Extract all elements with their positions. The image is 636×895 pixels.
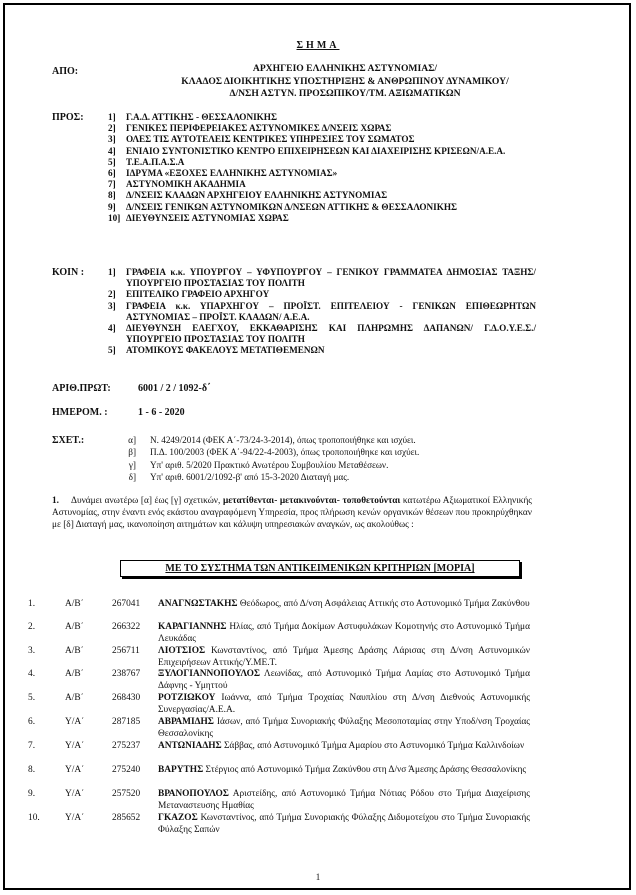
koin-item-text: ΓΡΑΦΕΙΑ κ.κ. ΥΠΑΡΧΗΓΟΥ – ΠΡΟΪΣΤ. ΕΠΙΤΕΛΕΙΟΥ - ΓΕΝΙΚΩΝ ΕΠΙΘΕΩΡΗΤΩΝ ΑΣΤΥΝΟΜΙΑΣ – ΠΡΟΪΣΤ. ΚΛΑΔΩΝ/ Α.Ε.Α. [126,300,536,322]
sxet-item-text: Υπ' αριθ. 6001/2/1092-β' από 15-3-2020 Διαταγή μας. [150,471,350,482]
row-surname: ΒΑΡΥΤΗΣ [158,765,204,775]
pros-item-text: ΕΝΙΑΙΟ ΣΥΝΤΟΝΙΣΤΙΚΟ ΚΕΝΤΡΟ ΕΠΙΧΕΙΡΗΣΕΩΝ ΚΑΙ ΔΙΑΧΕΙΡΙΣΗΣ ΚΡΙΣΕΩΝ/Α.Ε.Α. [126,145,506,156]
row-index: 8. [28,765,36,775]
row-details: Λεωνίδας, από Αστυνομικό Τμήμα Λαμίας στο Αστυνομικό Τμήμα Δάφνης - Υμηττού [158,669,530,692]
sxet-item-text: Ν. 4249/2014 (ΦΕΚ Α΄-73/24-3-2014), όπως τροποποιήθηκε και ισχύει. [150,435,416,445]
sxet-item-text: Π.Δ. 100/2003 (ΦΕΚ Α΄-94/22-4-2003), όπως τροποποιήθηκε και ισχύει. [150,447,420,458]
row-index: 1. [28,599,36,609]
pros-list [108,112,536,224]
koin-item-number: 2] [108,289,116,300]
transfer-row [28,692,530,716]
row-rank: Α/Β΄ [65,646,84,656]
document-title: ΣΗΜΑ [296,40,340,51]
sxet-item [118,434,518,446]
row-index: 3. [28,646,36,656]
transfer-row [28,598,530,610]
section-heading-box: ΜΕ ΤΟ ΣΥΣΤΗΜΑ ΤΩΝ ΑΝΤΙΚΕΙΜΕΝΙΚΩΝ ΚΡΙΤΗΡΙΩΝ [ΜΟΡΙΑ] [120,560,520,577]
apo-block [140,63,550,101]
arith-value: 6001 / 2 / 1092-δ΄ [138,383,211,394]
pros-item-number: 10] [108,212,121,223]
pros-item-text: ΔΙΕΥΘΥΝΣΕΙΣ ΑΣΤΥΝΟΜΙΑΣ ΧΩΡΑΣ [126,212,289,223]
row-code: 275237 [112,741,141,751]
koin-item [108,323,536,345]
row-details: Στέργιος από Αστυνομικό Τμήμα Ζακύνθου στη Δ/νσ Άμεσης Δράσης Θεσσαλονίκης [203,765,527,775]
sxet-item [118,471,518,483]
koin-item [108,301,536,323]
pros-item [108,157,536,168]
transfer-row [28,716,530,740]
row-code: 256711 [112,646,140,656]
date-label: ΗΜΕΡΟΜ. : [52,407,108,418]
date-value: 1 - 6 - 2020 [138,407,185,418]
row-index: 4. [28,669,36,679]
row-surname: ΡΟΤΖΙΩΚΟΥ [158,693,216,703]
transfer-row [28,812,530,836]
apo-label: ΑΠΟ: [52,66,79,77]
pros-item-text: ΓΕΝΙΚΕΣ ΠΕΡΙΦΕΡΕΙΑΚΕΣ ΑΣΤΥΝΟΜΙΚΕΣ Δ/ΝΣΕΙΣ ΧΩΡΑΣ [126,123,392,134]
koin-item [108,289,536,300]
sxet-item-number: α] [128,435,136,445]
row-surname: ΓΚΑΖΟΣ [158,813,198,823]
row-rank: Α/Β΄ [65,669,84,679]
pros-item [108,168,536,179]
row-rank: Υ/Α΄ [65,717,85,727]
row-surname: ΚΑΡΑΓΙΑΝΝΗΣ [158,622,227,632]
row-details: Ιωάννα, από Τμήμα Τροχαίας Ναυπλίου στη Δ/νση Διεθνούς Αστυνομικής Συνεργασίας/Α.Ε.Α. [158,693,530,716]
row-details: Αριστείδης, από Αστυνομικό Τμήμα Νότιας Ρόδου στο Τμήμα Διαχείρισης Μεταναστευσης Ημαθίας [158,789,530,812]
row-index: 7. [28,741,36,751]
row-description [158,645,530,669]
pros-item [108,179,536,190]
pros-label: ΠΡΟΣ: [52,112,84,123]
sxet-item-text: Υπ' αριθ. 5/2020 Πρακτικό Ανωτέρου Συμβουλίου Μεταθέσεων. [150,459,389,470]
sxet-item-number: δ] [128,471,136,482]
paragraph-1 [52,495,532,532]
pros-item-text: ΙΔΡΥΜΑ «ΕΞΟΧΕΣ ΕΛΛΗΝΙΚΗΣ ΑΣΤΥΝΟΜΙΑΣ» [126,168,338,179]
row-index: 2. [28,622,36,632]
transfer-row [28,668,530,692]
pros-item-text: Δ/ΝΣΕΙΣ ΚΛΑΔΩΝ ΑΡΧΗΓΕΙΟΥ ΕΛΛΗΝΙΚΗΣ ΑΣΤΥΝΟΜΙΑΣ [126,190,388,201]
row-rank: Α/Β΄ [65,622,84,632]
row-code: 268430 [112,693,141,703]
koin-item-text: ΔΙΕΥΘΥΝΣΗ ΕΛΕΓΧΟΥ, ΕΚΚΑΘΑΡΙΣΗΣ ΚΑΙ ΠΛΗΡΩΜΗΣ ΔΑΠΑΝΩΝ/ Γ.Δ.Ο.Υ.Ε.Σ./ΥΠΟΥΡΓΕΙΟ ΠΡΟΣΤΑΣΙΑΣ ΤΟΥ ΠΟΛΙΤΗ [126,323,536,345]
pros-item-number: 8] [108,190,116,201]
sxet-item-number: γ] [128,459,136,470]
pros-item-number: 6] [108,168,116,179]
pros-item [108,112,536,123]
koin-label: ΚΟΙΝ : [52,267,85,278]
row-surname: ΑΝΤΩΝΙΑΔΗΣ [158,741,222,751]
row-description [158,692,530,716]
koin-item-text: ΑΤΟΜΙΚΟΥΣ ΦΑΚΕΛΟΥΣ ΜΕΤΑΤΙΘΕΜΕΝΩΝ [126,345,325,356]
koin-item [108,267,536,289]
transfer-row [28,764,530,776]
koin-list [108,267,536,357]
row-code: 285652 [112,813,141,823]
pros-item-number: 3] [108,134,116,145]
row-rank: Υ/Α΄ [65,741,85,751]
sxet-label: ΣΧΕΤ.: [52,435,85,446]
pros-item [108,146,536,157]
pros-item-text: Δ/ΝΣΕΙΣ ΓΕΝΙΚΩΝ ΑΣΤΥΝΟΜΙΚΩΝ Δ/ΝΣΕΩΝ ΑΤΤΙΚΗΣ & ΘΕΣΣΑΛΟΝΙΚΗΣ [126,201,458,212]
pros-item [108,213,536,224]
pros-item-number: 2] [108,123,116,134]
row-rank: Α/Β΄ [65,599,84,609]
apo-line: ΑΡΧΗΓΕΙΟ ΕΛΛΗΝΙΚΗΣ ΑΣΤΥΝΟΜΙΑΣ/ [252,63,438,74]
pros-item-number: 5] [108,156,116,167]
transfer-row [28,740,530,752]
paragraph-text-b: κατωτέρω Αξιωματικοί Ελληνικής Αστυνομίας, στην έναντι ενός εκάστου αναγραφόμενη Υπηρεσία, προς πλήρωση κενών οργανικών θέσεων που προκηρύχθηκαν με [δ] Διαταγή μας, ικανοποίηση αιτημάτων και κάλυψη υπηρεσιακών αναγκών, ως ακολούθως : [52,496,532,531]
row-rank: Υ/Α΄ [65,765,85,775]
transfer-row [28,645,530,669]
pros-item [108,190,536,201]
row-index: 6. [28,717,36,727]
pros-item-text: Γ.Α.Δ. ΑΤΤΙΚΗΣ - ΘΕΣΣΑΛΟΝΙΚΗΣ [126,112,277,122]
koin-item-number: 4] [108,323,116,334]
row-surname: ΛΙΟΤΣΙΟΣ [158,646,206,656]
pros-item-number: 9] [108,201,116,212]
row-rank: Α/Β΄ [65,693,84,703]
row-details: Κωνσταντίνος, από Τμήμα Άμεσης Δράσης Λάρισας στη Δ/νση Αστυνομικών Επιχειρήσεων Αττικής/Υ.ΜΕ.Τ. [158,646,530,669]
koin-item-number: 1] [108,267,116,277]
row-details: Κωνσταντίνος, από Τμήμα Συνοριακής Φύλαξης Διδυμοτείχου στο Τμήμα Συνοριακής Φύλαξης Σαπών [158,813,530,836]
page-number: 1 [315,872,321,882]
row-description [158,668,530,692]
row-details: Θεόδωρος, από Δ/νση Ασφάλειας Αττικής στο Αστυνομικό Τμήμα Ζακύνθου [237,599,530,609]
apo-line: ΚΛΑΔΟΣ ΔΙΟΙΚΗΤΙΚΗΣ ΥΠΟΣΤΗΡΙΞΗΣ & ΑΝΘΡΩΠΙΝΟΥ ΔΥΝΑΜΙΚΟΥ/ [181,75,509,87]
row-description [158,598,530,610]
pros-item-number: 4] [108,145,116,156]
row-rank: Υ/Α΄ [65,813,85,823]
row-description [158,716,530,740]
sxet-list [118,434,518,483]
transfer-row [28,788,530,812]
row-details: Ιάσων, από Τμήμα Συνοριακής Φύλαξης Μεσοποταμίας στην Υποδ/νση Τροχαίας Θεσσαλονίκης [158,717,530,740]
koin-item [108,345,536,356]
transfer-row [28,621,530,645]
arith-label: ΑΡΙΘ.ΠΡΩΤ: [52,383,111,394]
pros-item-number: 1] [108,112,116,122]
row-surname: ΞΥΛΟΓΙΑΝΝΟΠΟΥΛΟΣ [158,669,260,679]
row-code: 266322 [112,622,141,632]
row-details: Ηλίας, από Τμήμα Δοκίμων Αστυφυλάκων Κομοτηνής στο Αστυνομικό Τμήμα Λευκάδας [158,622,530,645]
row-description [158,788,530,812]
row-details: Σάββας, από Αστυνομικό Τμήμα Αμαρίου στο Αστυνομικό Τμήμα Καλλινδοίων [221,741,525,751]
sxet-item-number: β] [128,447,136,458]
paragraph-number: 1. [52,496,59,506]
koin-item-number: 3] [108,300,116,311]
paragraph-text-a: Δυνάμει ανωτέρω [α] έως [γ] σχετικών, [70,496,223,506]
row-code: 275240 [112,765,141,775]
row-surname: ΒΡΑΝΟΠΟΥΛΟΣ [158,789,229,799]
row-description [158,740,530,752]
pros-item [108,123,536,134]
apo-line: Δ/ΝΣΗ ΑΣΤΥΝ. ΠΡΟΣΩΠΙΚΟΥ/ΤΜ. ΑΞΙΩΜΑΤΙΚΩΝ [229,88,461,99]
row-surname: ΑΒΡΑΜΙΔΗΣ [158,717,214,727]
row-index: 10. [28,813,40,823]
row-code: 287185 [112,717,141,727]
pros-item [108,202,536,213]
pros-item-number: 7] [108,179,116,190]
pros-item [108,134,536,145]
row-rank: Υ/Α΄ [65,789,85,799]
sxet-item [118,459,518,471]
row-index: 9. [28,789,36,799]
pros-item-text: ΑΣΤΥΝΟΜΙΚΗ ΑΚΑΔΗΜΙΑ [126,179,246,190]
row-code: 238767 [112,669,141,679]
row-code: 257520 [112,789,141,799]
pros-item-text: ΟΛΕΣ ΤΙΣ ΑΥΤΟΤΕΛΕΙΣ ΚΕΝΤΡΙΚΕΣ ΥΠΗΡΕΣΙΕΣ ΤΟΥ ΣΩΜΑΤΟΣ [126,134,415,145]
pros-item-text: Τ.Ε.Α.Π.Α.Σ.Α [126,156,185,167]
row-index: 5. [28,693,36,703]
koin-item-text: ΓΡΑΦΕΙΑ κ.κ. ΥΠΟΥΡΓΟΥ – ΥΦΥΠΟΥΡΓΟΥ – ΓΕΝΙΚΟΥ ΓΡΑΜΜΑΤΕΑ ΔΗΜΟΣΙΑΣ ΤΑΞΗΣ/ ΥΠΟΥΡΓΕΙΟ ΠΡΟΣΤΑΣΙΑΣ ΤΟΥ ΠΟΛΙΤΗ [126,267,536,289]
row-surname: ΑΝΑΓΝΩΣΤΑΚΗΣ [158,599,238,609]
row-description [158,621,530,645]
paragraph-text-bold: μετατίθενται- μετακινούνται- τοποθετούνται [222,496,401,506]
row-description [158,764,530,776]
sxet-item [118,446,518,458]
row-code: 267041 [112,599,141,609]
row-description [158,812,530,836]
koin-item-number: 5] [108,345,116,356]
koin-item-text: ΕΠΙΤΕΛΙΚΟ ΓΡΑΦΕΙΟ ΑΡΧΗΓΟΥ [126,289,270,300]
